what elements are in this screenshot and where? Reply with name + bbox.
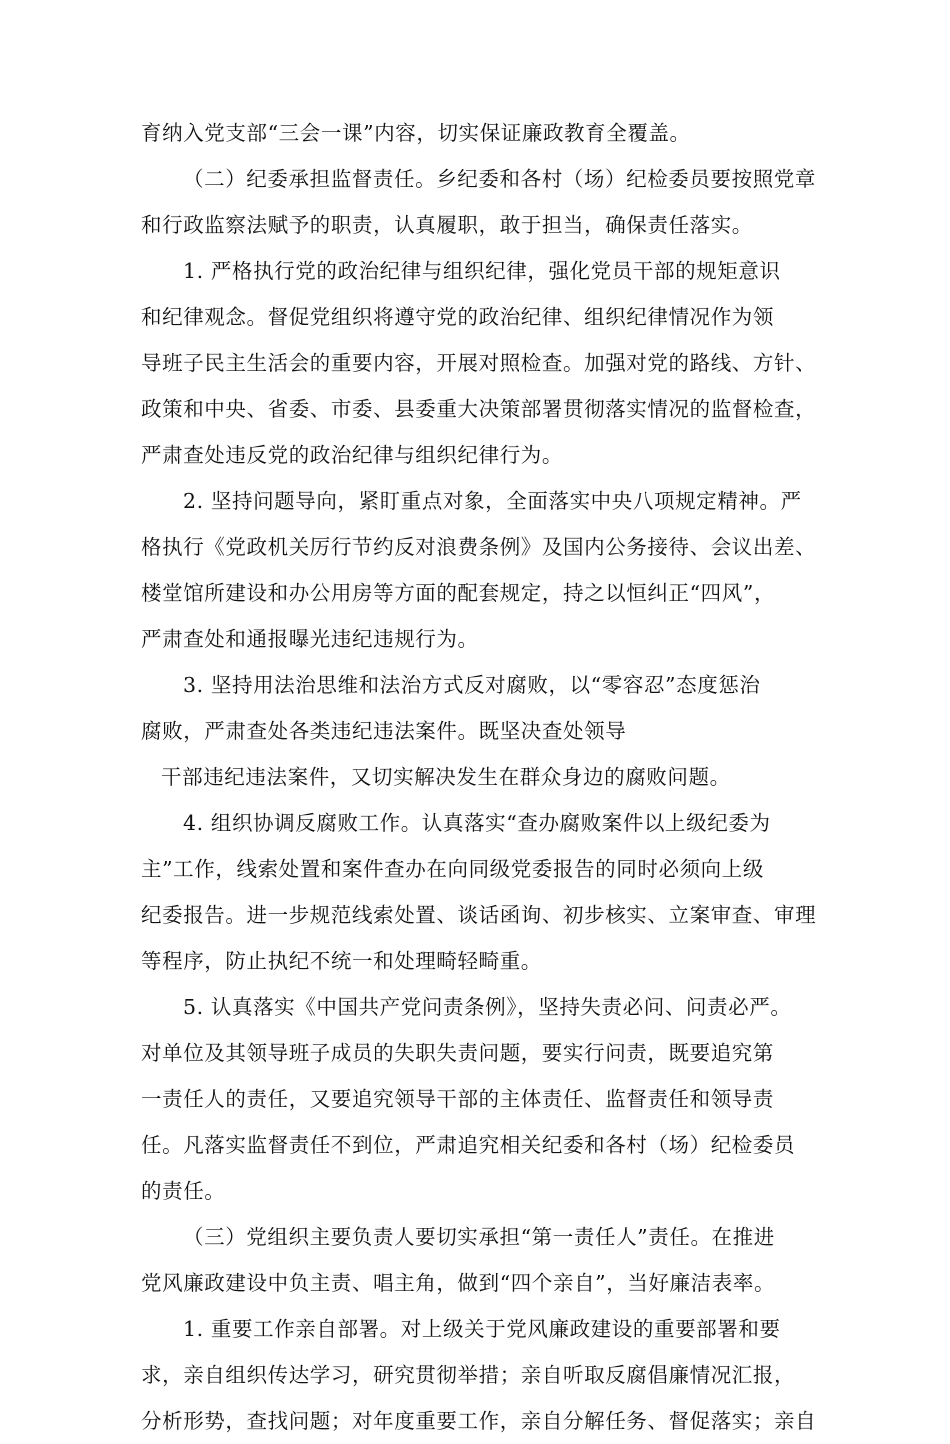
text-line: 严肃查处违反党的政治纪律与组织纪律行为。: [141, 443, 563, 467]
list-item-line: 1. 重要工作亲自部署。对上级关于党风廉政建设的重要部署和要: [183, 1317, 781, 1341]
text-line: 格执行《党政机关厉行节约反对浪费条例》及国内公务接待、会议出差、: [141, 535, 817, 559]
list-item-line: 1. 严格执行党的政治纪律与组织纪律，强化党员干部的规矩意识: [183, 259, 781, 283]
text-line: 和行政监察法赋予的职责，认真履职，敢于担当，确保责任落实。: [141, 213, 753, 237]
text-line: 求，亲自组织传达学习，研究贯彻举措；亲自听取反腐倡廉情况汇报，: [141, 1363, 796, 1387]
list-item-line: 4. 组织协调反腐败工作。认真落实“查办腐败案件以上级纪委为: [183, 811, 771, 835]
section-heading-line: （三）党组织主要负责人要切实承担“第一责任人”责任。在推进: [183, 1225, 775, 1249]
text-line: 严肃查处和通报曝光违纪违规行为。: [141, 627, 479, 651]
list-item-line: 2. 坚持问题导向，紧盯重点对象，全面落实中央八项规定精神。严: [183, 489, 802, 513]
text-line: 育纳入党支部“三会一课”内容，切实保证廉政教育全覆盖。: [141, 121, 691, 145]
text-line: 纪委报告。进一步规范线索处置、谈话函询、初步核实、立案审查、审理: [141, 903, 817, 927]
section-heading-line: （二）纪委承担监督责任。乡纪委和各村（场）纪检委员要按照党章: [183, 167, 816, 191]
text-line: 对单位及其领导班子成员的失职失责问题，要实行问责，既要追究第: [141, 1041, 774, 1065]
list-item-line: 3. 坚持用法治思维和法治方式反对腐败，以“零容忍”态度惩治: [183, 673, 761, 697]
text-line: 和纪律观念。督促党组织将遵守党的政治纪律、组织纪律情况作为领: [141, 305, 774, 329]
document-body: [141, 110, 831, 1444]
list-item-line: 5. 认真落实《中国共产党问责条例》，坚持失责必问、问责必严。: [183, 995, 792, 1019]
text-line: 等程序，防止执纪不统一和处理畸轻畸重。: [141, 949, 542, 973]
text-line: 干部违纪违法案件，又切实解决发生在群众身边的腐败问题。: [161, 765, 731, 789]
text-line: 党风廉政建设中负主责、唱主角，做到“四个亲自”，当好廉洁表率。: [141, 1271, 776, 1295]
text-line: 任。凡落实监督责任不到位，严肃追究相关纪委和各村（场）纪检委员: [141, 1133, 796, 1157]
text-line: 一责任人的责任，又要追究领导干部的主体责任、监督责任和领导责: [141, 1087, 774, 1111]
text-line: 楼堂馆所建设和办公用房等方面的配套规定，持之以恒纠正“四风”，: [141, 581, 776, 605]
text-line: 主”工作，线索处置和案件查办在向同级党委报告的同时必须向上级: [141, 857, 764, 881]
text-line: 政策和中央、省委、市委、县委重大决策部署贯彻落实情况的监督检查，: [141, 397, 817, 421]
text-line: 分析形势，查找问题；对年度重要工作，亲自分解任务、督促落实；亲自: [141, 1409, 817, 1433]
text-line: 导班子民主生活会的重要内容，开展对照检查。加强对党的路线、方针、: [141, 351, 817, 375]
text-line: 腐败，严肃查处各类违纪违法案件。既坚决查处领导: [141, 719, 627, 743]
text-line: 的责任。: [141, 1179, 226, 1203]
